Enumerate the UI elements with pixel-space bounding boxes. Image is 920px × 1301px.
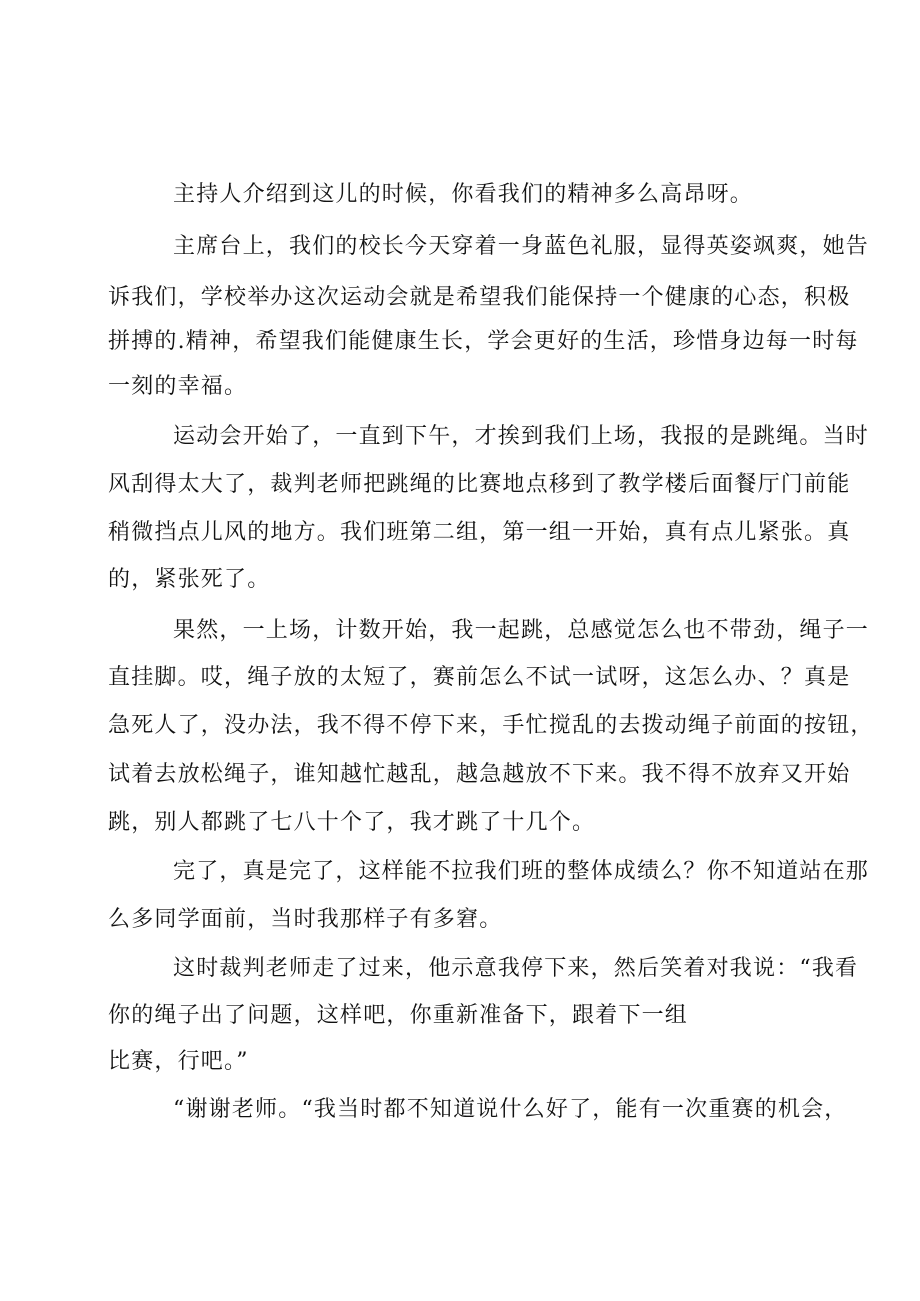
text-line: 这时裁判老师走了过来，他示意我停下来，然后笑着对我说：“我看 xyxy=(173,956,859,981)
text-line: 试着去放松绳子，谁知越忙越乱，越急越放不下来。我不得不放弃又开始 xyxy=(108,762,851,787)
text-line: 稍微挡点儿风的地方。我们班第二组，第一组一开始，真有点儿紧张。真 xyxy=(108,520,851,545)
text-line: 完了，真是完了，这样能不拉我们班的整体成绩么？你不知道站在那 xyxy=(173,859,870,884)
text-line: 你的绳子出了问题，这样吧，你重新准备下，跟着下一组 xyxy=(108,1003,689,1028)
text-line: 拼搏的.精神，希望我们能健康生长，学会更好的生活，珍惜身边每一时每 xyxy=(108,329,859,354)
text-line: 风刮得太大了，裁判老师把跳绳的比赛地点移到了教学楼后面餐厅门前能 xyxy=(108,472,851,497)
text-line: 的，紧张死了。 xyxy=(108,567,271,592)
text-line: 一刻的幸福。 xyxy=(108,374,248,399)
text-line: “谢谢老师。“我当时都不知道说什么好了，能有一次重赛的机会， xyxy=(173,1097,848,1122)
text-line: 跳，别人都跳了七八十个了，我才跳了十几个。 xyxy=(108,810,596,835)
text-line: 诉我们，学校举办这次运动会就是希望我们能保持一个健康的心态，积极 xyxy=(108,285,851,310)
text-line: 主持人介绍到这儿的时候，你看我们的精神多么高昂呀。 xyxy=(173,182,754,207)
text-line: 么多同学面前，当时我那样子有多窘。 xyxy=(108,907,503,932)
text-line: 果然，一上场，计数开始，我一起跳，总感觉怎么也不带劲，绳子一 xyxy=(173,618,870,643)
text-line: 急死人了，没办法，我不得不停下来，手忙搅乱的去拨动绳子前面的按钮， xyxy=(108,713,874,738)
text-line: 主席台上，我们的校长今天穿着一身蓝色礼服，显得英姿飒爽，她告 xyxy=(173,234,870,259)
text-line: 比赛，行吧。” xyxy=(108,1049,249,1074)
text-line: 直挂脚。哎，绳子放的太短了，赛前怎么不试一试呀，这怎么办、？真是 xyxy=(108,665,851,690)
text-line: 运动会开始了，一直到下午，才挨到我们上场，我报的是跳绳。当时 xyxy=(173,424,870,449)
